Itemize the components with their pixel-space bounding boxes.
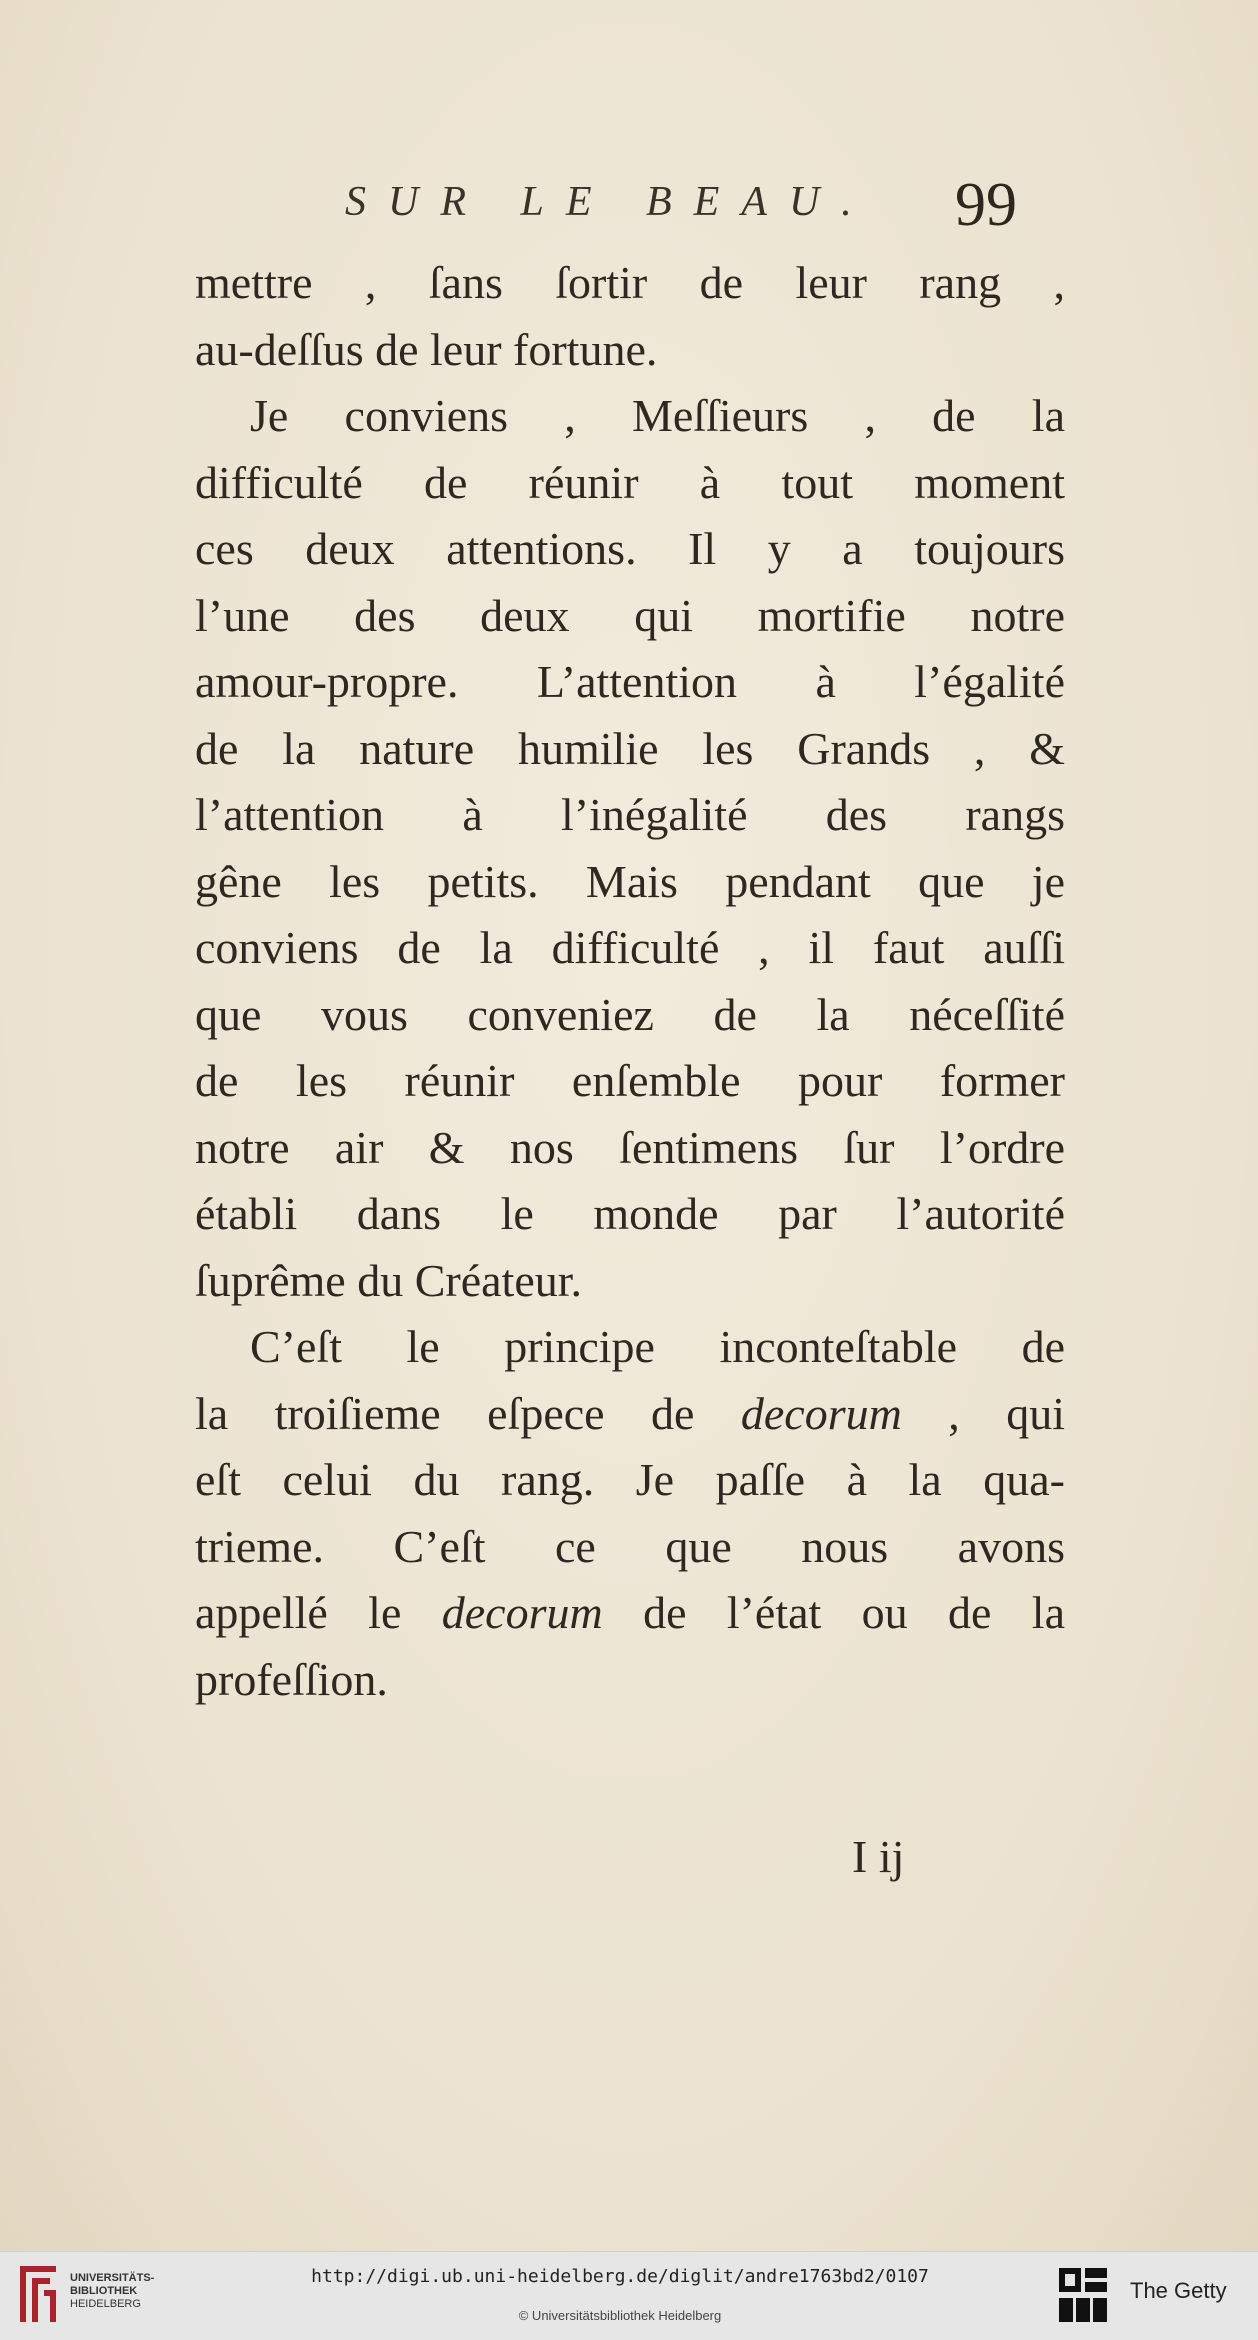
text-line: gêne les petits. Mais pendant que je [195,855,1065,907]
permalink-url[interactable]: http://digi.ub.uni-heidelberg.de/diglit/andre1763bd2/0107 [311,2266,929,2287]
text-line: l’attention à l’inégalité des rangs [195,789,1065,840]
institution-name [70,2272,154,2311]
italic-term: decorum [441,1587,603,1638]
body-text [195,250,1065,1713]
running-head [0,171,1258,248]
italic-term: decorum [740,1387,902,1439]
text-line: difficulté de réunir à tout moment [195,456,1065,508]
getty-name: The Getty [1130,2278,1227,2303]
copyright-notice: © Universitätsbibliothek Heidelberg [518,2308,722,2323]
institution-line: HEIDELBERG [70,2298,141,2310]
institution-line: BIBLIOTHEK [70,2285,138,2297]
text-line: l’une des deux qui mortifie notre [195,589,1065,641]
text-line: au-deſſus de leur fortune. [195,323,658,375]
text-line: profeſſion. [195,1653,388,1705]
text-line: notre air & nos ſentimens ſur l’ordre [195,1121,1065,1173]
getty-logo-icon [1055,2262,1111,2328]
page-number: 99 [955,171,1017,239]
text-line: eſt celui du rang. Je paſſe à la qua- [195,1454,1065,1505]
text-line: conviens de la difficulté , il faut auſſi [195,922,1065,973]
text-line: trieme. C’eſt ce que nous avons [195,1520,1065,1572]
viewer-footer [0,2251,1258,2340]
text-line: ces deux attentions. Il y a toujours [195,523,1065,574]
ub-heidelberg-logo-icon [14,2262,62,2328]
text-line: de la nature humilie les Grands , & [195,722,1065,774]
text-segment: appellé le [195,1587,402,1638]
text-line [195,1580,1065,1647]
text-segment: de l’état ou de la [643,1587,1065,1638]
text-line: C’eſt le principe inconteſtable de [250,1321,1065,1372]
text-line: de les réunir enſemble pour former [195,1055,1065,1106]
text-segment: , qui [948,1387,1065,1439]
text-segment: la troiſieme eſpece de [195,1387,695,1439]
text-line: établi dans le monde par l’autorité [195,1188,1065,1239]
text-line [195,1381,1065,1448]
signature-mark: I ij [852,1831,905,1882]
text-line: mettre , ſans ſortir de leur rang , [195,257,1065,308]
text-line: ſuprême du Créateur. [195,1254,583,1306]
text-line: amour-propre. L’attention à l’égalité [195,656,1065,707]
text-line: que vous conveniez de la néceſſité [195,988,1065,1040]
institution-line: UNIVERSITÄTS- [70,2272,155,2284]
text-line: Je conviens , Meſſieurs , de la [250,390,1065,441]
running-title: SUR LE BEAU. [345,179,874,225]
